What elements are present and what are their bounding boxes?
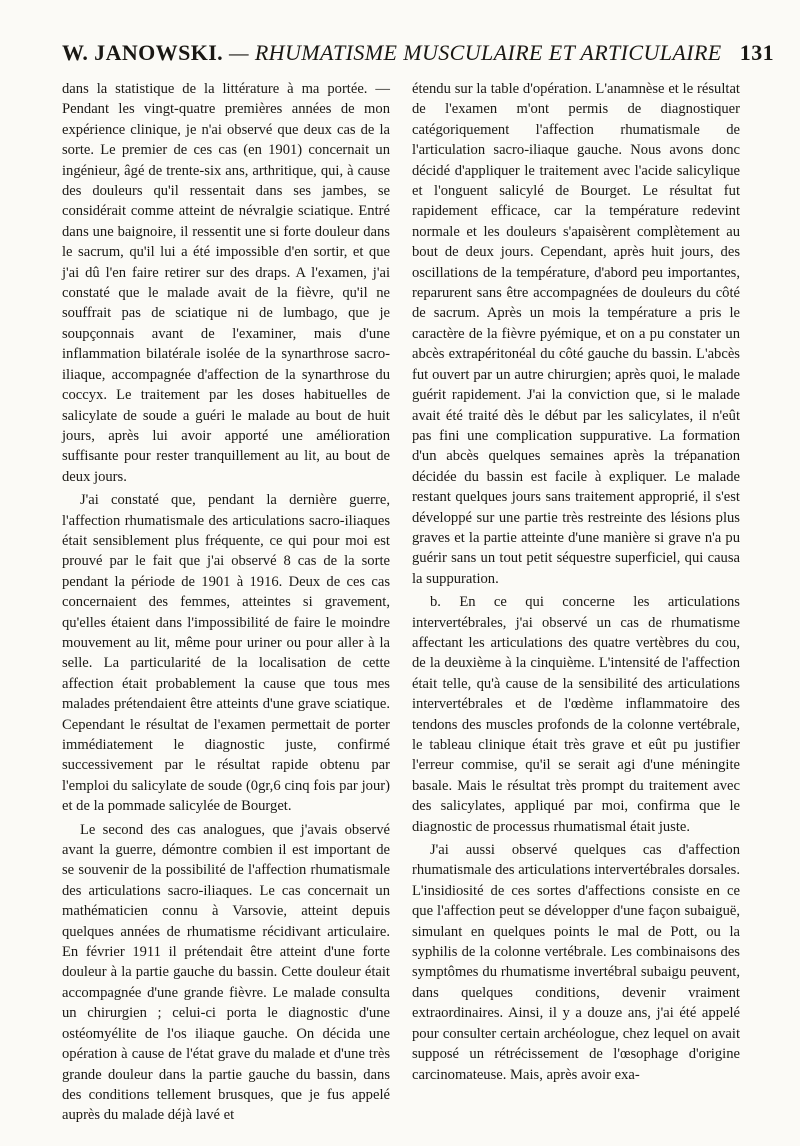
paragraph: étendu sur la table d'opération. L'anamnèse et le résultat de l'examen m'ont permis de diagnostiquer catégoriquement l'affection rhumatismale de l'articulation sacro-iliaque gauche. Nous avons donc décidé d'appliquer le traitement avec l'acide salicylique et l'onguent salicylé de Bourget. Le résultat fut rapidement efficace, car la température redevint normale et les douleurs s'apaisèrent complètement au bout de deux jours. Cependant, après huit jours, des oscillations de la température, d'abord peu importantes, reparurent sans être accompagnées de douleurs du côté de sacrum. Après un mois la température a pris le caractère de la fièvre pyémique, et on a pu constater un abcès extrapéritonéal du côté gauche du bassin. L'abcès fut ouvert par un autre chirurgien; après quoi, le malade guérit rapidement. J'ai la conviction que, si le malade avait été traité dès le début par les salicylates, il n'eût pas fini une complication suppurative. La formation d'un abcès quelques semaines après la trépanation décidée du bassin est facile à expliquer. Le malade restant quelques jours sans traitement approprié, il s'est développé sur une partie très restreinte des lésions plus graves et la partie atteinte d'une manière si grave n'a pu guérir sans un tout petit séquestre superficiel, qui causa la suppuration. [412, 81, 740, 587]
paragraph: Le second des cas analogues, que j'avais observé avant la guerre, démontre combien il est important de se souvenir de la possibilité de l'affection rhumatismale des articulations sacro-iliaques. Le cas concernait un mathématicien connu à Varsovie, atteint depuis quelques années de rhumatisme récidivant articulaire. En février 1911 il prétendait être atteint d'une forte douleur à la partie gauche du bassin. Cette douleur était accompagnée d'une grande fièvre. Le malade consulta un chirurgien ; celui-ci porta le diagnostic d'une ostéomyélite de l'os iliaque gauche. On décida une opération à cause de l'état grave du malade et d'une très grande douleur dans la partie gauche du bassin, dans des conditions tellement brusques, que je fus appelé auprès du malade déjà lavé et [62, 821, 390, 1124]
right-column [412, 79, 740, 1085]
paragraph: J'ai constaté que, pendant la dernière guerre, l'affection rhumatismale des articulations sacro-iliaques était sensiblement plus fréquente, ce qui pour moi est prouvé par le fait que j'ai observé 8 cas de la sorte pendant la période de 1901 à 1916. Deux de ces cas concernaient des femmes, atteintes si gravement, qu'elles étaient dans l'impossibilité de faire le moindre mouvement au lit, même pour uriner ou pour aller à la selle. La particularité de la localisation de cette affection était probablement la cause que tous mes malades prétendaient être atteints d'une grave sciatique. Cependant le résultat de l'examen permettait de porter immédiatement le diagnostic juste, confirmé successivement par le résultat rapide obtenu par l'emploi du salicylate de soude (0gr,6 cinq fois par jour) et de la pommade salicylée de Bourget. [62, 492, 390, 815]
paragraph: dans la statistique de la littérature à ma portée. — Pendant les vingt-quatre premières années de mon expérience clinique, je n'ai observé que deux cas de la sorte. Le premier de ces cas (en 1901) concernait un ingénieur, âgé de trente-six ans, arthritique, qui, à cause des douleurs qu'il ressentait dans ses jambes, se considérait comme atteint de névralgie sciatique. Entré dans une baignoire, il ressentit une si forte douleur dans le sacrum, qu'il lui a été impossible d'en sortir, et que j'ai dû l'en faire retirer sur des draps. A l'examen, j'ai constaté que le malade avait de la fièvre, qu'il ne souffrait pas de sciatique ni de lumbago, que je soupçonnais avant de l'examiner, mais d'une inflammation bilatérale isolée de la synarthrose sacro-iliaque, accompagnée d'affection de la synarthrose du coccyx. Le traitement par les doses habituelles de salicylate de soude a guéri le malade au bout de huit jours, après lui avoir apporté une amélioration suffisante pour rester tranquillement au lit, au bout de deux jours. [62, 81, 390, 485]
running-header [62, 40, 774, 76]
paragraph: J'ai aussi observé quelques cas d'affection rhumatismale des articulations intervertébrales dorsales. L'insidiosité de ces sortes d'affections consiste en ce que l'affection peut se développer d'une façon subaiguë, simulant en quelques points le mal de Pott, ou la syphilis de la colonne vertébrale. Les combinaisons des symptômes du rhumatisme invertébral subaigu peuvent, dans quelques conditions, devenir vraiment extraordinaires. Ainsi, il y a douze ans, j'ai été appelé pour consulter certain archéologue, chez lequel on avait supposé un rétrécissement de l'œsophage d'origine carcinomateuse. Mais, après avoir exa- [412, 842, 740, 1083]
page-number: 131 [739, 40, 774, 65]
header-title: — RHUMATISME MUSCULAIRE ET ARTICULAIRE [228, 40, 722, 65]
left-column [62, 79, 390, 1126]
paragraph: b. En ce qui concerne les articulations intervertébrales, j'ai observé un cas de rhumatisme affectant les articulations des quatre vertèbres du cou, de la deuxième à la cinquième. L'intensité de l'affection était telle, qu'à cause de la sensibilité des articulations intervertébrales et de l'œdème inflammatoire des tendons des muscles profonds de la colonne vertébrale, le tableau clinique était très grave et eût pu justifier l'erreur commise, qu'il se serait agi d'une méningite basale. Mais le résultat très prompt du traitement avec des salicylates, appliqué par moi, confirma que le diagnostic de processus rhumatismal était juste. [412, 594, 740, 835]
header-author: W. JANOWSKI. [62, 40, 224, 65]
